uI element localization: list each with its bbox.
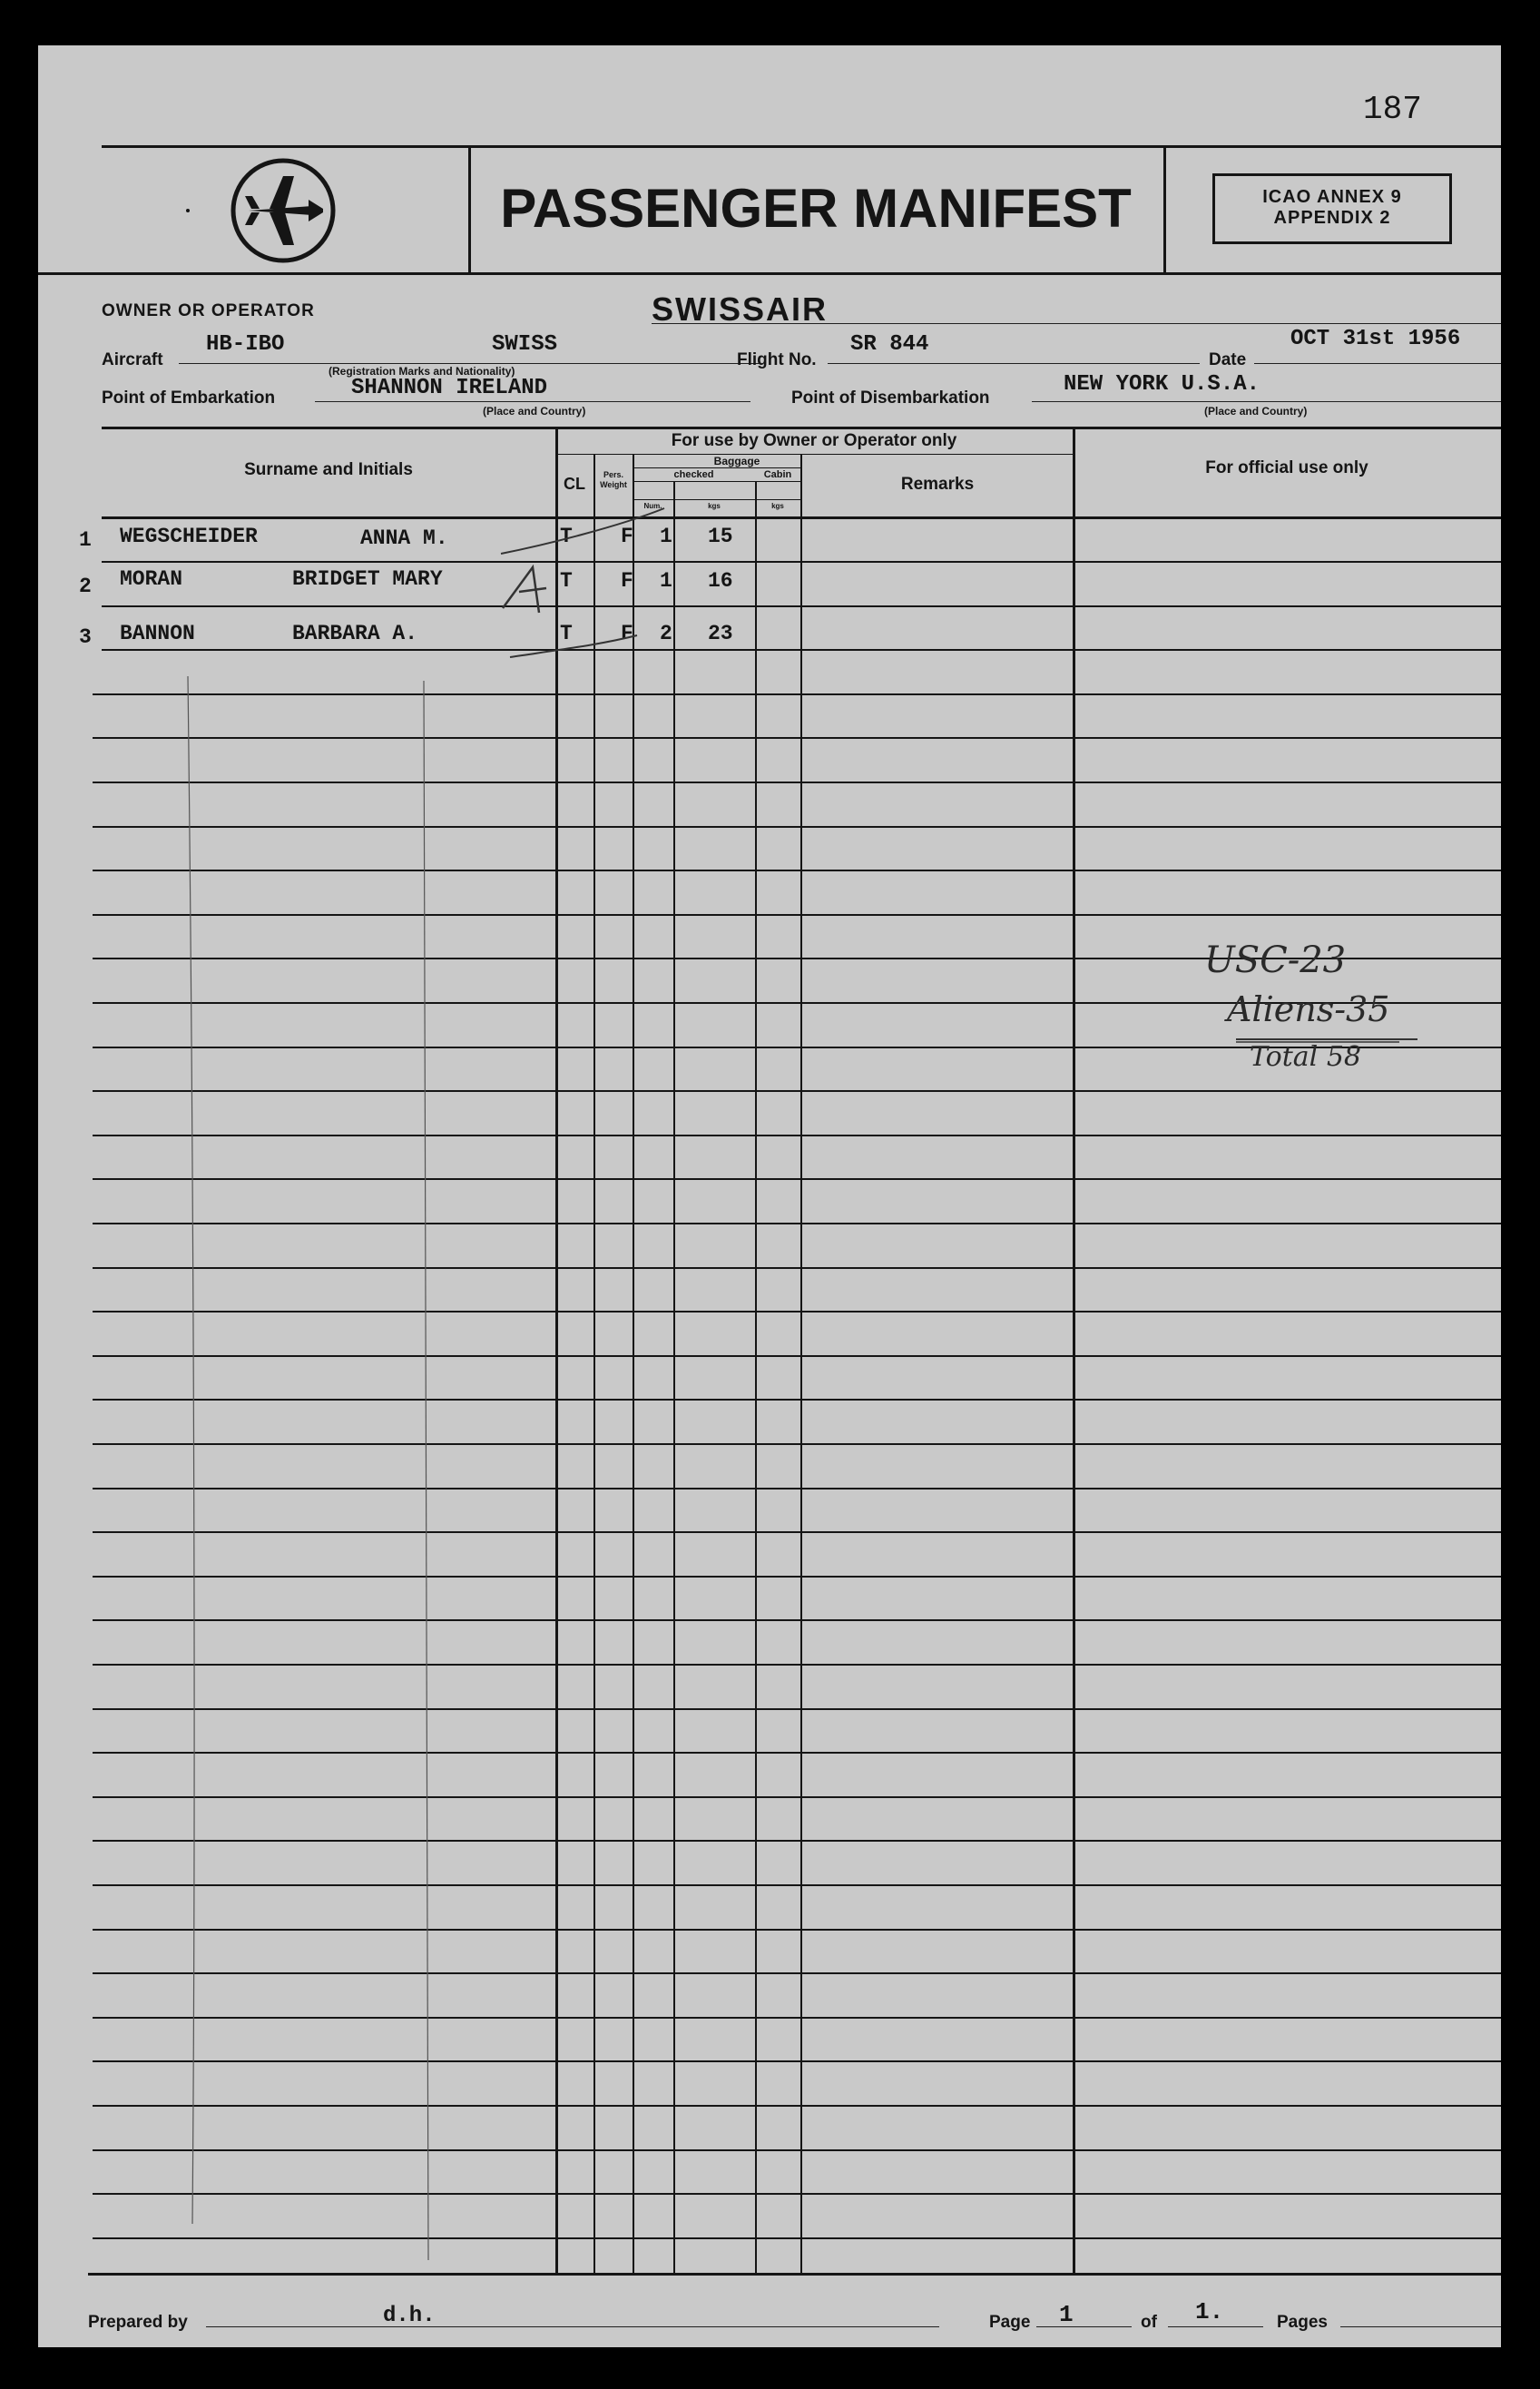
page-stamp: 187 bbox=[1363, 91, 1422, 128]
row-pers: F bbox=[621, 622, 633, 645]
icao-annex-box: ICAO ANNEX 9 APPENDIX 2 bbox=[1212, 173, 1452, 244]
disembark-label: Point of Disembarkation bbox=[791, 388, 990, 408]
official-note-line3: Total 58 bbox=[1250, 1041, 1361, 1073]
col-baggage-header: Baggage bbox=[713, 455, 760, 467]
owner-label: OWNER OR OPERATOR bbox=[102, 301, 315, 320]
col-remarks-header: Remarks bbox=[900, 475, 975, 494]
row-pers: F bbox=[621, 569, 633, 593]
row-cl: T bbox=[560, 622, 573, 645]
row-number: 3 bbox=[79, 625, 92, 649]
embark-value: SHANNON IRELAND bbox=[351, 376, 548, 400]
flight-label: Flight No. bbox=[737, 350, 817, 369]
row-bags: 1 bbox=[660, 525, 672, 548]
disembark-value: NEW YORK U.S.A. bbox=[1064, 372, 1260, 397]
row-surname: BANNON bbox=[120, 622, 195, 645]
row-surname: WEGSCHEIDER bbox=[120, 525, 258, 548]
col-cabin-kgs-header: kgs bbox=[771, 502, 784, 510]
col-pers-header: Pers. Weight bbox=[600, 470, 627, 489]
col-num-header: Num. bbox=[643, 502, 662, 510]
row-kgs: 15 bbox=[708, 525, 733, 548]
row-cl: T bbox=[560, 525, 573, 548]
disembark-sub: (Place and Country) bbox=[1204, 405, 1308, 418]
official-note-line2: Aliens-35 bbox=[1227, 989, 1390, 1029]
row-given: BARBARA A. bbox=[292, 622, 418, 645]
flight-value: SR 844 bbox=[850, 332, 929, 357]
manifest-sheet bbox=[38, 45, 1501, 2347]
prepared-label: Prepared by bbox=[88, 2313, 188, 2332]
row-given: BRIDGET MARY bbox=[292, 567, 443, 591]
embark-sub: (Place and Country) bbox=[483, 405, 586, 418]
col-checked-header: checked bbox=[673, 469, 714, 480]
official-note-line1: USC-23 bbox=[1204, 939, 1347, 981]
date-label: Date bbox=[1209, 350, 1247, 369]
row-pers: F bbox=[621, 525, 633, 548]
aircraft-reg: HB-IBO bbox=[206, 332, 285, 357]
row-number: 1 bbox=[79, 528, 92, 552]
row-bags: 2 bbox=[660, 622, 672, 645]
row-number: 2 bbox=[79, 575, 92, 598]
col-owner-use-header: For use by Owner or Operator only bbox=[671, 431, 957, 450]
pages-label: Pages bbox=[1277, 2313, 1328, 2332]
manifest-title: PASSENGER MANIFEST bbox=[500, 178, 1132, 239]
aircraft-label: Aircraft bbox=[102, 350, 163, 369]
embark-label: Point of Embarkation bbox=[102, 388, 276, 408]
col-cabin-header: Cabin bbox=[763, 469, 792, 480]
row-kgs: 16 bbox=[708, 569, 733, 593]
date-value: OCT 31st 1956 bbox=[1290, 327, 1461, 351]
col-official-header: For official use only bbox=[1205, 458, 1368, 477]
of-value: 1. bbox=[1195, 2298, 1224, 2325]
aircraft-nat: SWISS bbox=[492, 332, 558, 357]
col-surname-header: Surname and Initials bbox=[244, 460, 413, 479]
page-label: Page bbox=[989, 2313, 1031, 2332]
row-bags: 1 bbox=[660, 569, 672, 593]
col-kgs-header: kgs bbox=[708, 502, 721, 510]
aircraft-sub: (Registration Marks and Nationality) bbox=[329, 365, 515, 378]
row-kgs: 23 bbox=[708, 622, 733, 645]
col-cl-header: CL bbox=[564, 475, 585, 493]
owner-value: SWISSAIR bbox=[652, 290, 829, 328]
row-given: ANNA M. bbox=[360, 526, 448, 550]
prepared-value: d.h. bbox=[383, 2304, 436, 2328]
row-surname: MORAN bbox=[120, 567, 183, 591]
row-cl: T bbox=[560, 569, 573, 593]
page-value: 1 bbox=[1059, 2301, 1074, 2328]
of-label: of bbox=[1141, 2313, 1157, 2332]
pen-marks bbox=[38, 45, 1501, 2347]
